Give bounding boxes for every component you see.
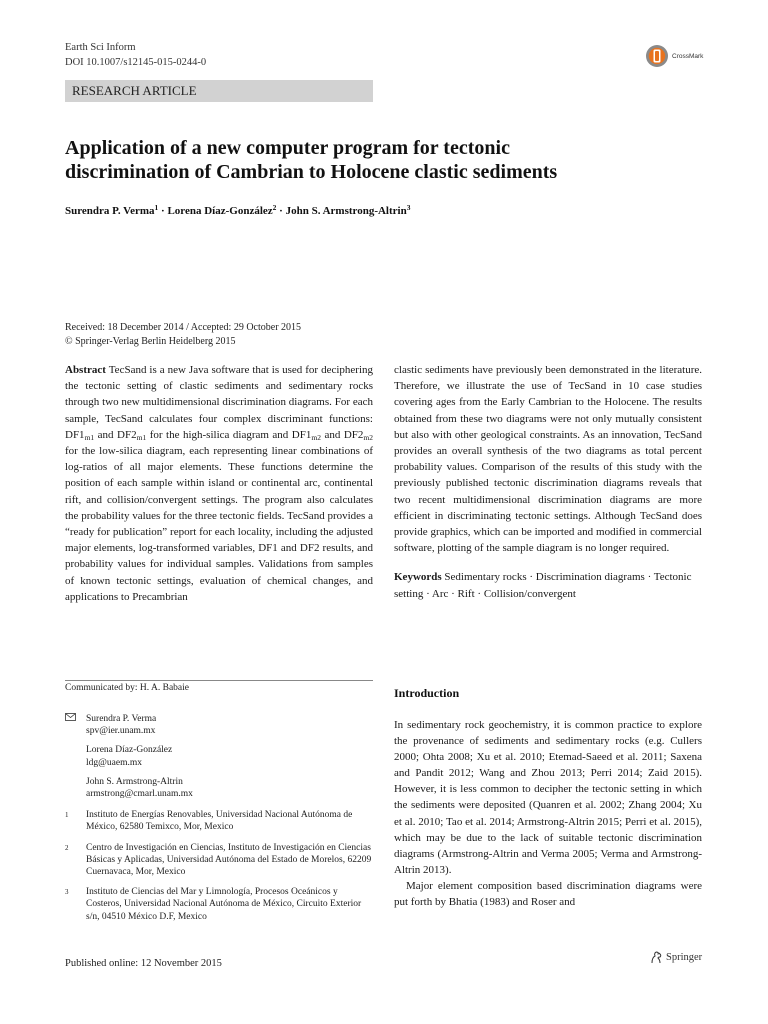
citation-link[interactable]: 2004: [659, 799, 682, 812]
keywords-label: Keywords: [394, 571, 442, 584]
author-separator: ·: [161, 205, 165, 217]
author-list: [65, 203, 410, 217]
text-segment: ).: [445, 863, 452, 876]
contact-spacer: [65, 744, 86, 768]
contact-email[interactable]: spv@ier.unam.mx: [86, 726, 156, 737]
citation-link[interactable]: 2010: [418, 815, 441, 828]
contact-spacer: [65, 776, 86, 800]
text-segment: ; Zaid: [639, 767, 674, 780]
citation-link[interactable]: 2010: [519, 751, 542, 764]
affiliations-block: [65, 713, 373, 931]
affiliation-number: 3: [65, 888, 69, 897]
citation-link[interactable]: 2012: [448, 767, 471, 780]
contact-name: John S. Armstrong-Altrin: [86, 776, 183, 787]
text-segment: ) and Roser and: [505, 896, 576, 909]
author-name[interactable]: Surendra P. Verma: [65, 205, 155, 217]
abstract-left-column: [65, 362, 373, 605]
author-separator: ·: [279, 205, 283, 217]
introduction-body: [394, 717, 702, 910]
keywords-text: Sedimentary rocks · Discrimination diagrams · Tectonic setting · Arc · Rift · Collision/convergent: [394, 571, 692, 600]
citation-link[interactable]: 2015: [673, 767, 696, 780]
envelope-icon: [65, 713, 86, 737]
citation-link[interactable]: 2008: [447, 751, 470, 764]
affiliation-number: 2: [65, 843, 69, 852]
crossmark-badge[interactable]: [645, 44, 703, 68]
affiliation-item: [65, 842, 373, 879]
springer-logo: [650, 951, 702, 964]
published-online: Published online: 12 November 2015: [65, 958, 222, 969]
contact-details: [86, 744, 172, 768]
abstract-segment: TecSand is a new Java software that is used for deciphering the tectonic setting of clastic sediments and sedimentary rocks through two new multidimensional discrimination diagrams. For each sample, TecSand calculates four complex discriminant functions: DF1: [65, 364, 373, 441]
text-segment: ; Saxena and Pandit: [394, 751, 702, 780]
abstract-segment: for the low-silica diagram, each representing linear combinations of log-ratios of all major elements. These functions determine the position of each sample within island or continental arc, continental rift, and collision/convergent settings. The program also calculates the probability values for the three tectonic fields. TecSand provides a “ready for publication” report for each locality, including the adjusted major elements, log-transformed variables, DF1 and DF2 results, and probability values for individual samples. Validations from samples of known tectonic settings, evaluation of chemical changes, and applications to Precambrian: [65, 445, 373, 603]
text-segment: ; Verma and Armstrong-Altrin: [394, 847, 702, 876]
journal-name: Earth Sci Inform: [65, 42, 136, 53]
contact-details: [86, 713, 156, 737]
citation-link[interactable]: 1983: [483, 896, 506, 909]
text-segment: Major element composition based discrimination diagrams were put forth by Bhatia (: [394, 879, 702, 909]
contact-email[interactable]: ldg@uaem.mx: [86, 757, 142, 768]
crossmark-label: CrossMark: [672, 52, 704, 60]
affiliation-text: Instituto de Energías Renovables, Universidad Nacional Autónoma de México, 62580 Temixco, Mor, Mexico: [86, 810, 353, 833]
article-title: [65, 137, 685, 184]
text-segment: ; Perri et al.: [619, 815, 674, 828]
subscript: m1: [84, 432, 95, 442]
introduction-paragraph: [394, 717, 702, 878]
citation-link[interactable]: 2015: [597, 815, 620, 828]
text-segment: ; Xu et al.: [469, 751, 520, 764]
citation-link[interactable]: 2005: [572, 847, 595, 860]
author-affiliation-mark: 2: [272, 203, 277, 212]
text-segment: ; Wang and Zhou: [470, 767, 561, 780]
abstract-text: [65, 362, 373, 605]
citation-link[interactable]: 2000: [394, 751, 416, 764]
article-type-banner: RESEARCH ARTICLE: [65, 80, 373, 102]
journal-header: [65, 40, 206, 70]
citation-link[interactable]: 2011: [641, 751, 664, 764]
contact-item: [65, 713, 373, 737]
abstract-segment: and DF2: [94, 428, 137, 441]
title-line-1: Application of a new computer program for tectonic: [65, 137, 510, 159]
text-segment: ; Xu et al.: [394, 799, 703, 828]
doi-link[interactable]: DOI 10.1007/s12145-015-0244-0: [65, 57, 207, 68]
contact-name: Surendra P. Verma: [86, 714, 157, 724]
author-affiliation-mark: 1: [154, 203, 159, 212]
abstract-label: Abstract: [65, 364, 106, 376]
citation-link[interactable]: 2014: [489, 815, 512, 828]
abstract-continued: clastic sediments have previously been demonstrated in the literature. Therefore, we illustrate the use of TecSand in 10 case studies covering ages from the Early Cambrian to the Holocene. The results obtained from these two diagrams were not only mutually consistent but also with other geological constraints. As an innovation, TecSand provides an overall synthesis of the two diagrams as total percent probability values. Comparison of the results of this study with the previously published tectonic discrimination diagrams reveals that two recent multidimensional discrimination diagrams are more efficient in discriminating tectonic settings. Although TecSand does provide graphics, which can be imported and modified in commercial software, plotting of the sample diagram is no longer required.: [394, 364, 702, 555]
text-segment: ; Perri: [582, 767, 618, 780]
citation-link[interactable]: 2013: [423, 863, 446, 876]
keywords: [394, 569, 702, 601]
text-segment: In sedimentary rock geochemistry, it is common practice to explore the provenance of sediments and sedimentary rocks (e.g. Cullers: [394, 719, 702, 748]
text-segment: ; Armstrong-Altrin: [511, 815, 598, 828]
text-segment: ; Zhang: [621, 799, 660, 812]
crossmark-icon: [645, 44, 669, 68]
affiliation-item: [65, 809, 373, 833]
citation-link[interactable]: 2015: [673, 815, 696, 828]
contact-name: Lorena Díaz-González: [86, 745, 173, 756]
author-affiliation-mark: 3: [406, 203, 411, 212]
title-line-2: discrimination of Cambrian to Holocene clastic sediments: [65, 160, 558, 183]
copyright-line: © Springer-Verlag Berlin Heidelberg 2015: [65, 335, 236, 347]
received-accepted: Received: 18 December 2014 / Accepted: 29 October 2015: [65, 322, 302, 333]
subscript: m2: [363, 432, 374, 442]
affiliation-text: Instituto de Ciencias del Mar y Limnología, Procesos Oceánicos y Costeros, Universidad Nacional Autónoma de México, Circuito Exterior s/n, 04510 México D.F, Mexico: [86, 887, 362, 922]
author-name[interactable]: Lorena Díaz-González: [167, 205, 273, 217]
author-name[interactable]: John S. Armstrong-Altrin: [285, 205, 407, 217]
communicated-by: Communicated by: H. A. Babaie: [65, 683, 190, 693]
text-segment: ; Ohta: [416, 751, 448, 764]
abstract-segment: and DF2: [320, 428, 364, 441]
citation-link[interactable]: 2002: [599, 799, 622, 812]
contact-item: [65, 776, 373, 800]
citation-link[interactable]: 2014: [617, 767, 640, 780]
affiliation-text: Centro de Investigación en Ciencias, Instituto de Investigación en Ciencias Básicas y Aplicadas, Universidad Autónoma del Estado de Morelos, 62209 Cuernavaca, Mor, Mexico: [86, 842, 372, 878]
text-segment: ; Tao et al.: [440, 815, 490, 828]
contact-email[interactable]: armstrong@cmarl.unam.mx: [86, 789, 193, 800]
springer-horse-icon: [650, 951, 663, 964]
affiliation-number: 1: [65, 811, 69, 820]
article-dates: [65, 321, 301, 348]
subscript: m2: [311, 432, 321, 442]
introduction-paragraph: [394, 878, 702, 910]
text-segment: ). However, it is less common to decipher the tectonic setting in which the sediments were deposited (Quanren et al.: [394, 767, 703, 812]
footnote-divider: [65, 680, 373, 681]
introduction-heading: Introduction: [394, 686, 460, 700]
text-segment: ), which may be due to the lack of suitable tectonic discrimination diagrams (Armstrong-Altrin and Verma: [394, 815, 702, 860]
text-segment: ; Etemad-Saeed et al.: [541, 751, 642, 764]
subscript: m1: [136, 432, 147, 442]
citation-link[interactable]: 2013: [560, 767, 583, 780]
abstract-right-column: [394, 362, 702, 602]
contact-details: [86, 776, 193, 800]
publisher-name: Springer: [666, 952, 703, 963]
abstract-segment: for the high-silica diagram and DF1: [146, 428, 312, 441]
affiliation-item: [65, 886, 373, 923]
contact-item: [65, 744, 373, 768]
